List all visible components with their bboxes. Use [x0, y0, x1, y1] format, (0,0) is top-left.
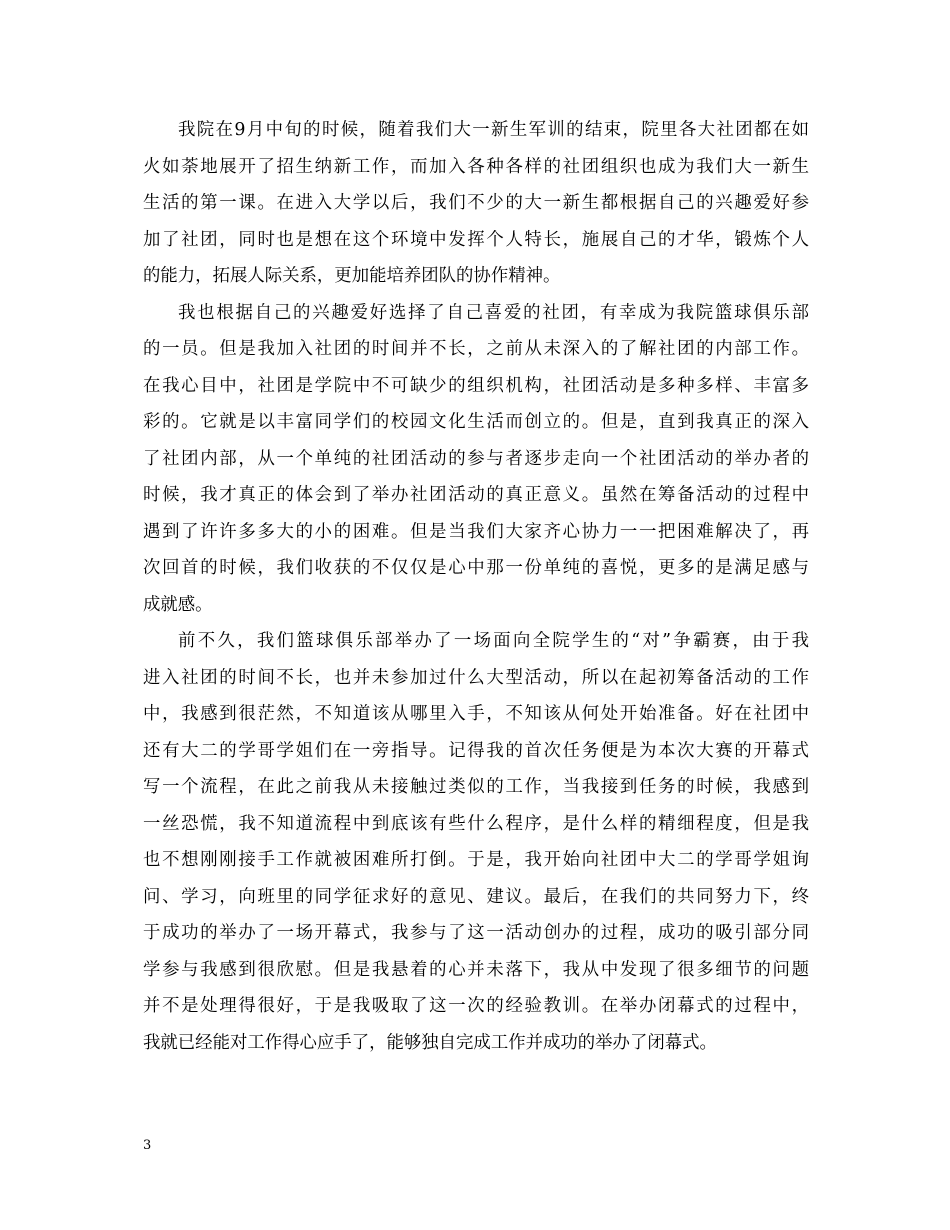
text-line: 彩的。它就是以丰富同学们的校园文化生活而创立的。但是，直到我真正的深入	[143, 412, 809, 432]
text-line: 了社团内部，从一个单纯的社团活动的参与者逐步走向一个社团活动的举办者的	[143, 448, 809, 469]
text-line: 写一个流程，在此之前我从未接触过类似的工作，当我接到任务的时候，我感到	[143, 777, 809, 797]
text-line: 火如荼地展开了招生纳新工作，而加入各种各样的社团组织也成为我们大一新生	[143, 156, 809, 177]
text-line: 成就感。	[143, 594, 213, 615]
text-line: 一丝恐慌，我不知道流程中到底该有些什么程序，是什么样的精细程度，但是我	[143, 813, 809, 834]
text-line: 中，我感到很茫然，不知道该从哪里入手，不知该从何处开始准备。好在社团中	[143, 704, 809, 724]
text-line: 进入社团的时间不长，也并未参加过什么大型活动，所以在起初筹备活动的工作	[143, 667, 809, 688]
text-line: 加了社团，同时也是想在这个环境中发挥个人特长，施展自己的才华，锻炼个人	[143, 229, 809, 250]
text-line: 生活的第一课。在进入大学以后，我们不少的大一新生都根据自己的兴趣爱好参	[143, 193, 809, 213]
body-text	[143, 112, 809, 1061]
text-line: 前不久，我们篮球俱乐部举办了一场面向全院学生的“对”争霸赛，由于我	[178, 631, 809, 651]
text-line: 我院在9月中旬的时候，随着我们大一新生军训的结束，院里各大社团都在如	[178, 120, 809, 140]
text-line: 问、学习，向班里的同学征求好的意见、建议。最后，在我们的共同努力下，终	[143, 886, 809, 907]
text-line: 学参与我感到很欣慰。但是我悬着的心并未落下，我从中发现了很多细节的问题	[143, 959, 809, 980]
text-line: 还有大二的学哥学姐们在一旁指导。记得我的首次任务便是为本次大赛的开幕式	[143, 740, 809, 761]
text-line: 并不是处理得很好，于是我吸取了这一次的经验教训。在举办闭幕式的过程中，	[143, 996, 809, 1016]
text-line: 次回首的时候，我们收获的不仅仅是心中那一份单纯的喜悦，更多的是满足感与	[143, 558, 809, 578]
text-line: 在我心目中，社团是学院中不可缺少的组织机构，社团活动是多种多样、丰富多	[143, 375, 809, 396]
text-line: 的一员。但是我加入社团的时间并不长，之前从未深入的了解社团的内部工作。	[143, 339, 809, 359]
text-line: 我就已经能对工作得心应手了，能够独自完成工作并成功的举办了闭幕式。	[143, 1032, 717, 1053]
page-number: 3	[143, 1138, 152, 1153]
text-line: 遇到了许许多多大的小的困难。但是当我们大家齐心协力一一把困难解决了，再	[143, 521, 809, 542]
text-line: 于成功的举办了一场开幕式，我参与了这一活动创办的过程，成功的吸引部分同	[143, 923, 809, 943]
text-line: 的能力，拓展人际关系，更加能培养团队的协作精神。	[143, 266, 561, 286]
text-line: 我也根据自己的兴趣爱好选择了自己喜爱的社团，有幸成为我院篮球俱乐部	[178, 302, 809, 323]
text-line: 时候，我才真正的体会到了举办社团活动的真正意义。虽然在筹备活动的过程中	[143, 485, 809, 505]
text-line: 也不想刚刚接手工作就被困难所打倒。于是，我开始向社团中大二的学哥学姐询	[143, 850, 809, 870]
